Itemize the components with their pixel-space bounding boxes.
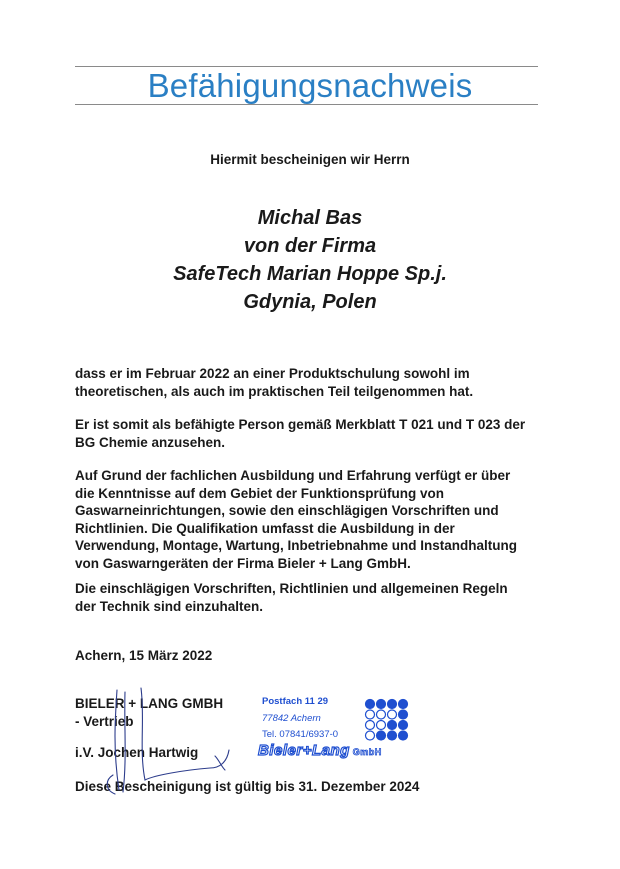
paragraph-line: Gaswarneinrichtungen, sowie den einschlägigen Vorschriften und [75,503,499,518]
dot-grid-logo-icon [364,698,412,742]
paragraph-line: Verwendung, Montage, Wartung, Inbetriebnahme und Instandhaltung [75,538,517,553]
stamp-brand [258,742,382,759]
stamp-brand-suffix: GmbH [352,747,382,757]
stamp-postbox: Postfach 11 29 [262,696,329,707]
paragraph-line: von Gaswarngeräten der Firma Bieler + Lang GmbH. [75,555,411,571]
paragraph-line: Auf Grund der fachlichen Ausbildung und Erfahrung verfügt er über [75,468,511,483]
date-line: Achern, 15 März 2022 [75,648,213,663]
company-name: BIELER + LANG GMBH [75,696,224,711]
document-title: Befähigungsnachweis [147,67,473,104]
company-department: - Vertrieb [75,714,134,729]
recipient-block [0,204,620,316]
paragraph-line: Die einschlägigen Vorschriften, Richtlinien und allgemeinen Regeln [75,581,508,596]
recipient-location: Gdynia, Polen [243,291,377,313]
validity-line: Diese Bescheinigung ist gültig bis 31. Dezember 2024 [75,779,420,794]
paragraph-line: der Technik sind einzuhalten. [75,598,264,614]
paragraph-qualified-person [75,416,565,451]
company-stamp [258,696,418,766]
recipient-name: Michal Bas [257,207,363,229]
paragraph-line: Er ist somit als befähigte Person gemäß Merkblatt T 021 und T 023 der [75,417,526,432]
stamp-phone: Tel. 07841/6937-0 [262,729,339,740]
signer-name: i.V. Jochen Hartwig [75,745,199,760]
paragraph-line: Richtlinien. Die Qualifikation umfasst die Ausbildung in der [75,520,455,536]
paragraph-line: die Kenntnisse auf dem Gebiet der Funktionsprüfung von [75,485,445,501]
paragraph-line: theoretischen, als auch im praktischen Teil teilgenommen hat. [75,383,474,399]
stamp-brand-name: Bieler+Lang [258,742,350,759]
handwritten-signature [95,680,235,800]
paragraph-knowledge [75,467,565,572]
paragraph-line: BG Chemie anzusehen. [75,434,226,450]
recipient-company: SafeTech Marian Hoppe Sp.j. [173,263,447,285]
paragraph-training [75,365,565,400]
title-rule-bottom [75,104,538,105]
intro-line: Hiermit bescheinigen wir Herrn [210,152,410,167]
paragraph-line: dass er im Februar 2022 an einer Produktschulung sowohl im [75,366,470,381]
recipient-from-company: von der Firma [243,235,377,257]
stamp-city: 77842 Achern [262,713,321,724]
paragraph-regulations [75,580,565,615]
